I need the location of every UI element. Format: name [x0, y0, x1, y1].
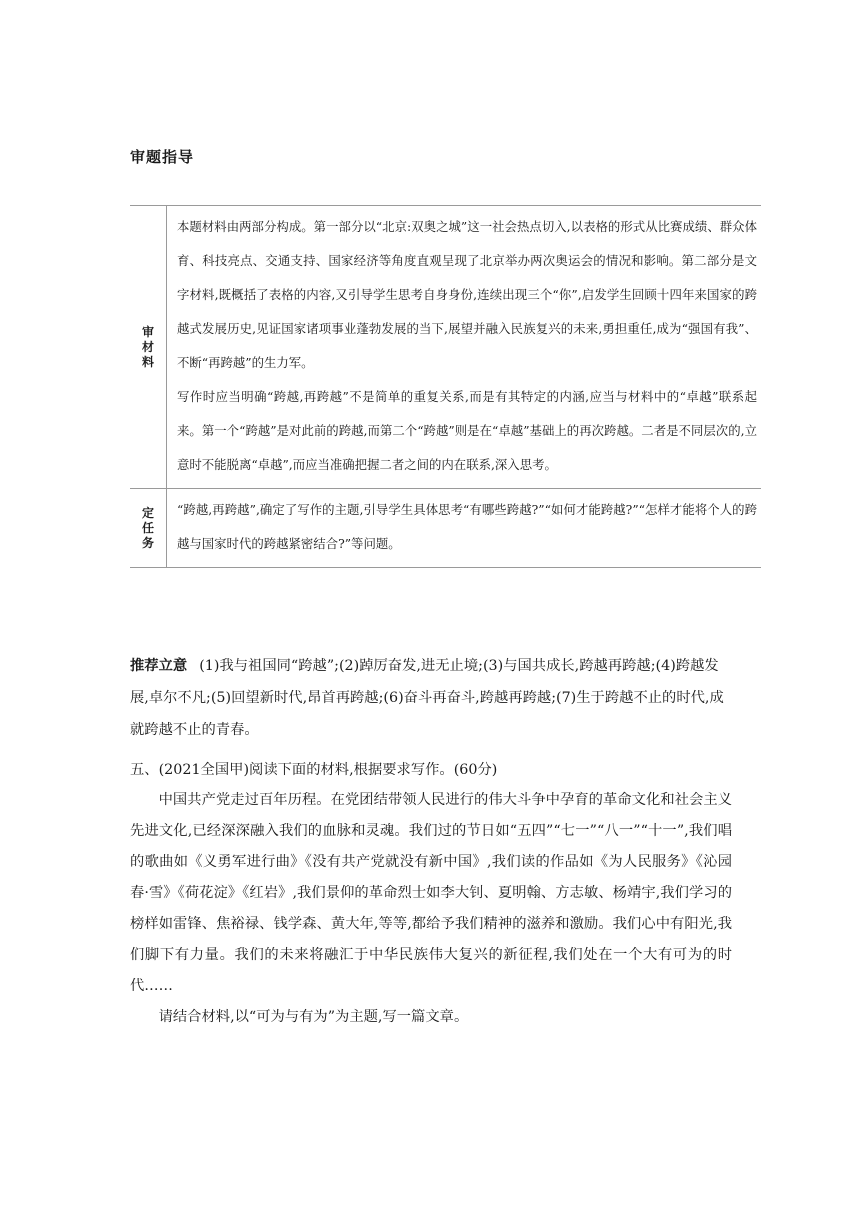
recommend-label: 推荐立意: [130, 658, 188, 674]
passage: [130, 785, 732, 1033]
material-paragraph-2: 写作时应当明确“跨越,再跨越”不是简单的重复关系,而是有其特定的内涵,应当与材料中的“卓越”联系起来。第一个“跨越”是对此前的跨越,而第二个“跨越”则是在“卓越”基础上的再次跨越。二者是不同层次的,立意时不能脱离“卓越”,而应当准确把握二者之间的内在联系,深入思考。: [177, 389, 757, 472]
task-row: [130, 489, 761, 568]
task-label: 定任务: [130, 489, 167, 568]
material-paragraph-1: 本题材料由两部分构成。第一部分以“北京:双奥之城”这一社会热点切入,以表格的形式从比赛成绩、群众体育、科技亮点、交通支持、国家经济等角度直观呈现了北京举办两次奥运会的情况和影响。第二部分是文字材料,既概括了表格的内容,又引导学生思考自身身份,连续出现三个“你”,启发学生回顾十四年来国家的跨越式发展历史,见证国家诸项事业蓬勃发展的当下,展望并融入民族复兴的未来,勇担重任,成为“强国有我”、不断“再跨越”的生力军。: [177, 219, 757, 370]
material-content: [167, 206, 762, 489]
recommend-text: (1)我与祖国同“跨越”;(2)踔厉奋发,进无止境;(3)与国共成长,跨越再跨越;(4)跨越发展,卓尔不凡;(5)回望新时代,昂首再跨越;(6)奋斗再奋斗,跨越再跨越;(7)生于跨越不止的时代,成就跨越不止的青春。: [130, 658, 724, 738]
recommend-block: [130, 650, 730, 746]
guide-table: [130, 205, 761, 568]
passage-paragraph-1: 中国共产党走过百年历程。在党团结带领人民进行的伟大斗争中孕育的革命文化和社会主义先进文化,已经深深融入我们的血脉和灵魂。我们过的节日如“五四”“七一”“八一”“十一”,我们唱的歌曲如《义勇军进行曲》《没有共产党就没有新中国》,我们读的作品如《为人民服务》《沁园春·雪》《荷花淀》《红岩》,我们景仰的革命烈士如李大钊、夏明翰、方志敏、杨靖宇,我们学习的榜样如雷锋、焦裕禄、钱学森、黄大年,等等,都给予我们精神的滋养和激励。我们心中有阳光,我们脚下有力量。我们的未来将融汇于中华民族伟大复兴的新征程,我们处在一个大有可为的时代……: [130, 792, 732, 994]
question-heading: 五、(2021全国甲)阅读下面的材料,根据要求写作。(60分): [130, 762, 498, 778]
material-label: 审材料: [130, 206, 167, 489]
passage-paragraph-2: 请结合材料,以“可为与有为”为主题,写一篇文章。: [158, 1009, 469, 1025]
task-text: “跨越,再跨越”,确定了写作的主题,引导学生具体思考“有哪些跨越?”“如何才能跨越?”“怎样才能将个人的跨越与国家时代的跨越紧密结合?”等问题。: [177, 502, 757, 551]
task-content: [167, 489, 762, 568]
material-row: [130, 206, 761, 489]
section-title: 审题指导: [130, 148, 195, 166]
